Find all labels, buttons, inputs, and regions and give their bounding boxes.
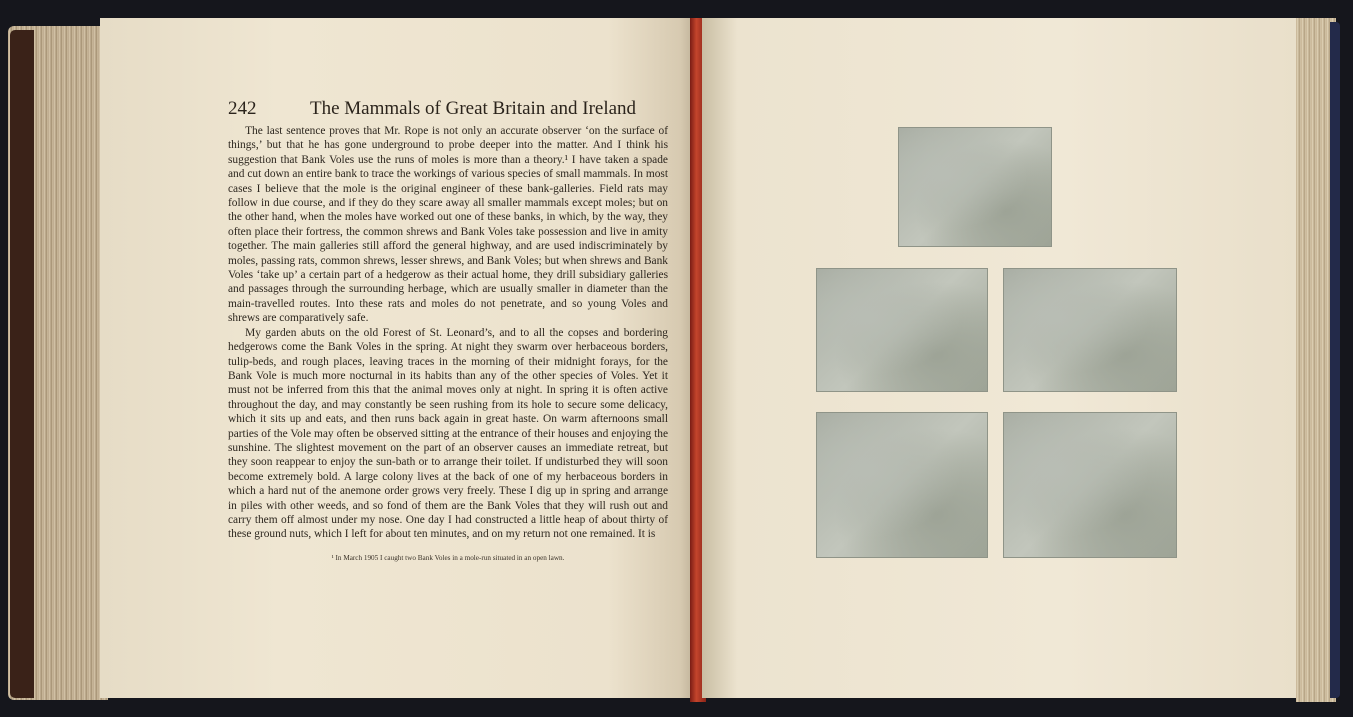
right-book-cover — [1330, 22, 1340, 698]
plate-photo-middle-right — [1003, 268, 1177, 392]
plate-photo-bottom-right — [1003, 412, 1177, 558]
footnote: ¹ In March 1905 I caught two Bank Voles in a mole-run situated in an open lawn. — [331, 554, 565, 562]
plate-photo-top — [898, 127, 1052, 247]
plate-photo-middle-left — [816, 268, 988, 392]
page-number: 242 — [228, 98, 257, 119]
page-header-title: The Mammals of Great Britain and Ireland — [310, 98, 637, 119]
right-page-plate — [702, 18, 1298, 698]
paragraph: The last sentence proves that Mr. Rope is not only an accurate observer ‘on the surface of things,’ but that he has gone underground to probe deeper into the matter. And I think his suggestion that Bank Voles use the runs of moles is more than a theory.¹ I have taken a spade and cut down an entire bank to trace the workings of various species of small mammals. In most cases I believe that the mole is the original engineer of these bank-galleries. Field rats may follow in due course, and if they do they scare away all smaller mammals except moles; but on the other hand, when the moles have worked out one of these banks, in which, by the way, they often place their fortress, the common shrews and Bank Voles take possession and live in amity together. The main galleries still afford the general highway, and are used indiscriminately by moles, passing rats, common shrews, lesser shrews, and Bank Voles; but when shrews and Bank Voles ‘take up’ a certain part of a hedgerow as their actual home, they drill subsidiary galleries and passages through the surrounding herbage, which are usually smaller in diameter than the main-travelled routes. Into these rats and moles do not penetrate, and so young Voles and shrews are comparatively safe. — [228, 125, 668, 325]
paragraph: My garden abuts on the old Forest of St. Leonard’s, and to all the copses and bordering hedgerows come the Bank Voles in the spring. At night they swarm over herbaceous borders, tulip-beds, and rough places, leaving traces in the morning of their midnight forays, for the Bank Vole is much more nocturnal in its habits than any of the other species of Voles. Yet it must not be inferred from this that the animal moves only at night. In spring it is often active throughout the day, and may constantly be seen rushing from its hole to secure some delicacy, which it sits up and eats, and then runs back again in great haste. On warm afternoons small parties of the Vole may often be observed sitting at the entrance of their houses and enjoying the sunshine. The slightest movement on the part of an observer causes an immediate retreat, but they soon reappear to enjoy the sun-bath or to arrange their toilet. If undisturbed they will soon become extremely bold. A large colony lives at the back of one of my herbaceous borders in which a hard nut of the anemone order grows very freely. These I dig up in spring and arrange in piles with other weeds, and so fond of them are the Bank Voles that they will rush out and carry them off almost under my nose. One day I had constructed a little heap of about thirty of these ground nuts, which I left for about ten minutes, and on my return not one remained. It is — [228, 326, 668, 541]
left-book-cover — [10, 30, 34, 698]
plate-photo-bottom-left — [816, 412, 988, 558]
running-head — [228, 98, 668, 120]
body-text — [228, 124, 668, 542]
